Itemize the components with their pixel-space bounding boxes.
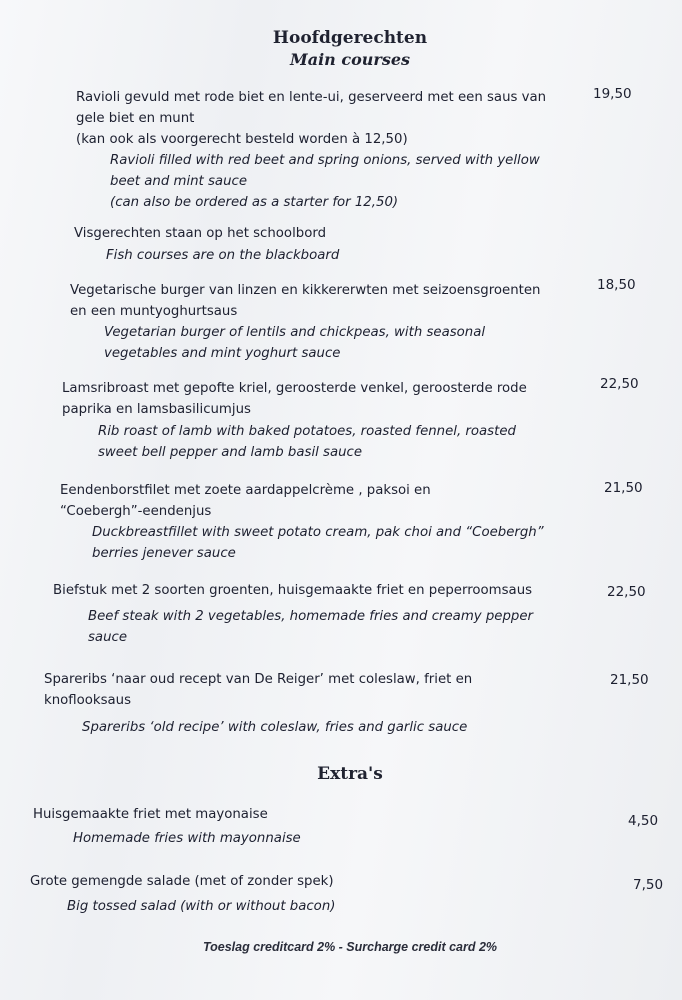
dish-name-en: vegetables and mint yoghurt sauce [104, 346, 341, 361]
dish-name-nl: Vegetarische burger van linzen en kikkererwten met seizoensgroenten [70, 283, 541, 298]
dish-name-en: beet and mint sauce [110, 174, 247, 189]
menu-item-spareribs-en [82, 717, 467, 738]
extra-item-salad [30, 871, 334, 892]
dish-name-en: (can also be ordered as a starter for 12,50) [110, 195, 399, 210]
price: 19,50 [593, 86, 632, 102]
price: 7,50 [633, 877, 664, 893]
main-courses-heading-en: Main courses [289, 50, 411, 69]
dish-name-nl: paprika en lamsbasilicumjus [62, 402, 251, 417]
dish-name-nl: Lamsribroast met gepofte kriel, geroosterde venkel, geroosterde rode [62, 381, 527, 396]
dish-name-nl: “Coebergh”-eendenjus [60, 504, 212, 519]
dish-name-en: Big tossed salad (with or without bacon) [67, 899, 336, 914]
price: 22,50 [607, 584, 646, 600]
menu-item-ravioli [76, 87, 546, 150]
extra-item-salad-en [67, 896, 335, 917]
dish-name-en: Fish courses are on the blackboard [106, 248, 340, 263]
dish-name-en: berries jenever sauce [92, 546, 236, 561]
dish-name-nl: Ravioli gevuld met rode biet en lente-ui, geserveerd met een saus van [76, 90, 547, 105]
dish-name-nl: gele biet en munt [76, 111, 195, 126]
surcharge-note: Toeslag creditcard 2% - Surcharge credit card 2% [202, 940, 498, 954]
menu-item-ravioli-en [110, 150, 540, 213]
menu-item-duck-en [92, 522, 544, 564]
extra-item-fries [33, 804, 268, 825]
dish-name-nl: Biefstuk met 2 soorten groenten, huisgemaakte friet en peperroomsaus [53, 583, 533, 598]
menu-item-beef-steak [53, 580, 532, 601]
dish-name-en: Rib roast of lamb with baked potatoes, roasted fennel, roasted [98, 424, 516, 439]
extra-item-fries-en [73, 828, 301, 849]
menu-item-beef-steak-en [88, 606, 533, 648]
menu-item-fish [74, 223, 326, 244]
dish-name-nl: Grote gemengde salade (met of zonder spek) [30, 874, 334, 889]
dish-name-nl: Spareribs ‘naar oud recept van De Reiger’ met coleslaw, friet en [44, 672, 473, 687]
menu-item-lamb [62, 378, 527, 420]
dish-name-nl: Huisgemaakte friet met mayonaise [33, 807, 268, 822]
dish-name-nl: en een muntyoghurtsaus [70, 304, 238, 319]
price: 21,50 [610, 672, 649, 688]
menu-item-lamb-en [98, 421, 516, 463]
dish-name-nl: (kan ook als voorgerecht besteld worden à 12,50) [76, 132, 408, 147]
dish-name-en: Ravioli filled with red beet and spring onions, served with yellow [110, 153, 540, 168]
dish-name-nl: knoflooksaus [44, 693, 132, 708]
menu-item-duck [60, 480, 431, 522]
dish-name-nl: Eendenborstfilet met zoete aardappelcrème , paksoi en [60, 483, 431, 498]
dish-name-en: sweet bell pepper and lamb basil sauce [98, 445, 363, 460]
main-courses-heading-nl: Hoofdgerechten [272, 28, 428, 48]
menu-item-spareribs [44, 669, 472, 711]
menu-item-vegetarian-burger-en [104, 322, 485, 364]
menu-item-vegetarian-burger [70, 280, 540, 322]
dish-name-en: Spareribs ‘old recipe’ with coleslaw, fries and garlic sauce [82, 720, 468, 735]
dish-name-en: Duckbreastfillet with sweet potato cream, pak choi and “Coebergh” [92, 525, 544, 540]
dish-name-en: sauce [88, 630, 127, 645]
price: 4,50 [628, 813, 659, 829]
price: 21,50 [604, 480, 643, 496]
price: 18,50 [597, 277, 636, 293]
menu-item-fish-en [106, 245, 339, 266]
extras-heading: Extra's [317, 764, 383, 784]
price: 22,50 [600, 376, 639, 392]
dish-name-en: Beef steak with 2 vegetables, homemade fries and creamy pepper [88, 609, 534, 624]
dish-name-en: Homemade fries with mayonnaise [73, 831, 301, 846]
dish-name-nl: Visgerechten staan op het schoolbord [74, 226, 327, 241]
dish-name-en: Vegetarian burger of lentils and chickpeas, with seasonal [104, 325, 486, 340]
